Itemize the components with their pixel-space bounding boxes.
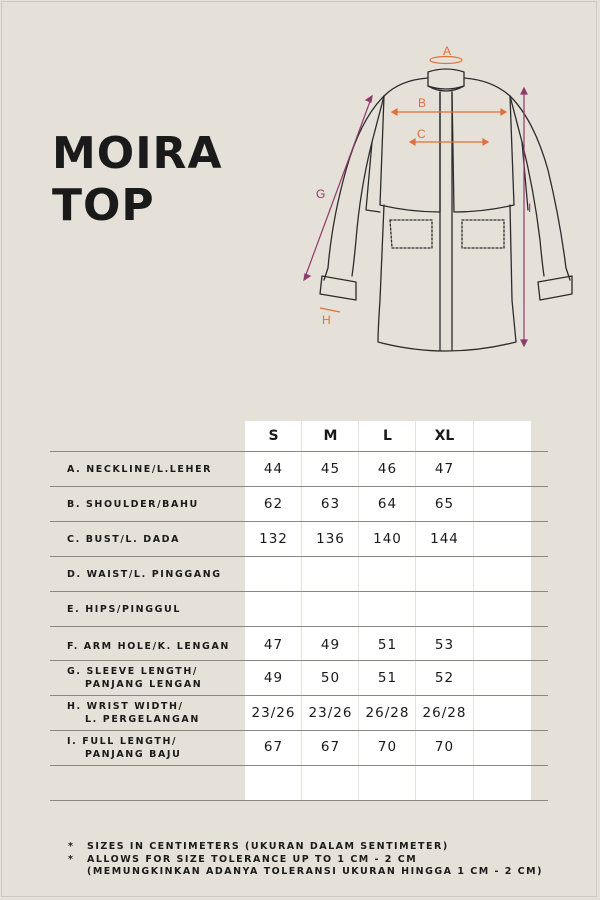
row-rule	[50, 521, 548, 522]
col-gap	[473, 421, 474, 800]
row-rule	[50, 486, 548, 487]
size-header-l: L	[383, 428, 392, 444]
footnotes	[68, 841, 543, 879]
cell: 53	[434, 637, 455, 653]
row-rule	[50, 730, 548, 731]
row-label-full-length: I. FULL LENGTH/ PANJANG BAJU	[67, 736, 182, 760]
cell: 70	[434, 739, 455, 755]
cell: 136	[316, 531, 345, 547]
label-i: I	[528, 201, 532, 215]
cell: 26/28	[422, 705, 467, 721]
row-rule	[50, 556, 548, 557]
footnote: * SIZES IN CENTIMETERS (UKURAN DALAM SENTIMETER)	[68, 841, 449, 852]
label-a: A	[443, 44, 452, 58]
product-title	[52, 128, 223, 232]
cell: 64	[377, 496, 398, 512]
row-rule	[50, 800, 548, 801]
row-label-hips: E. HIPS/PINGGUL	[67, 604, 181, 615]
cell: 47	[434, 461, 455, 477]
cell: 45	[320, 461, 341, 477]
column-extra-bg	[474, 421, 531, 800]
row-rule	[50, 660, 548, 661]
row-rule	[50, 626, 548, 627]
row-rule	[50, 695, 548, 696]
cell: 49	[320, 637, 341, 653]
cell: 51	[377, 637, 398, 653]
size-header-xl: XL	[434, 428, 455, 444]
cell: 63	[320, 496, 341, 512]
cell: 50	[320, 670, 341, 686]
title-line-1: MOIRA	[52, 128, 223, 179]
label-g: G	[316, 187, 326, 201]
cell: 49	[263, 670, 284, 686]
size-header-m: M	[323, 428, 338, 444]
row-label-neckline: A. NECKLINE/L.LEHER	[67, 464, 213, 475]
size-header-s: S	[268, 428, 279, 444]
row-rule	[50, 591, 548, 592]
cell: 70	[377, 739, 398, 755]
row-label-shoulder: B. SHOULDER/BAHU	[67, 499, 199, 510]
cell: 67	[320, 739, 341, 755]
garment-illustration	[290, 40, 590, 370]
cell: 26/28	[365, 705, 410, 721]
cell: 132	[259, 531, 288, 547]
row-rule	[50, 765, 548, 766]
row-label-waist: D. WAIST/L. PINGGANG	[67, 569, 222, 580]
cell: 23/26	[308, 705, 353, 721]
cell: 51	[377, 670, 398, 686]
footnote: * ALLOWS FOR SIZE TOLERANCE UP TO 1 CM - 2 CM	[68, 853, 418, 865]
cell: 46	[377, 461, 398, 477]
title-line-2: TOP	[52, 180, 155, 231]
footnote: (MEMUNGKINKAN ADANYA TOLERANSI UKURAN HINGGA 1 CM - 2 CM)	[87, 866, 543, 877]
label-h: H	[322, 313, 331, 327]
row-label-bust: C. BUST/L. DADA	[67, 534, 181, 545]
row-label-wrist-width: H. WRIST WIDTH/ L. PERGELANGAN	[67, 701, 200, 725]
cell: 140	[373, 531, 402, 547]
label-b: B	[418, 96, 427, 110]
label-c: C	[417, 127, 426, 141]
row-label-arm-hole: F. ARM HOLE/K. LENGAN	[67, 641, 230, 652]
cell: 67	[263, 739, 284, 755]
cell: 144	[430, 531, 459, 547]
cell: 44	[263, 461, 284, 477]
row-rule	[50, 451, 548, 452]
row-label-sleeve-length: G. SLEEVE LENGTH/ PANJANG LENGAN	[67, 666, 203, 690]
cell: 65	[434, 496, 455, 512]
cell: 52	[434, 670, 455, 686]
cell: 62	[263, 496, 284, 512]
cell: 47	[263, 637, 284, 653]
cell: 23/26	[251, 705, 296, 721]
